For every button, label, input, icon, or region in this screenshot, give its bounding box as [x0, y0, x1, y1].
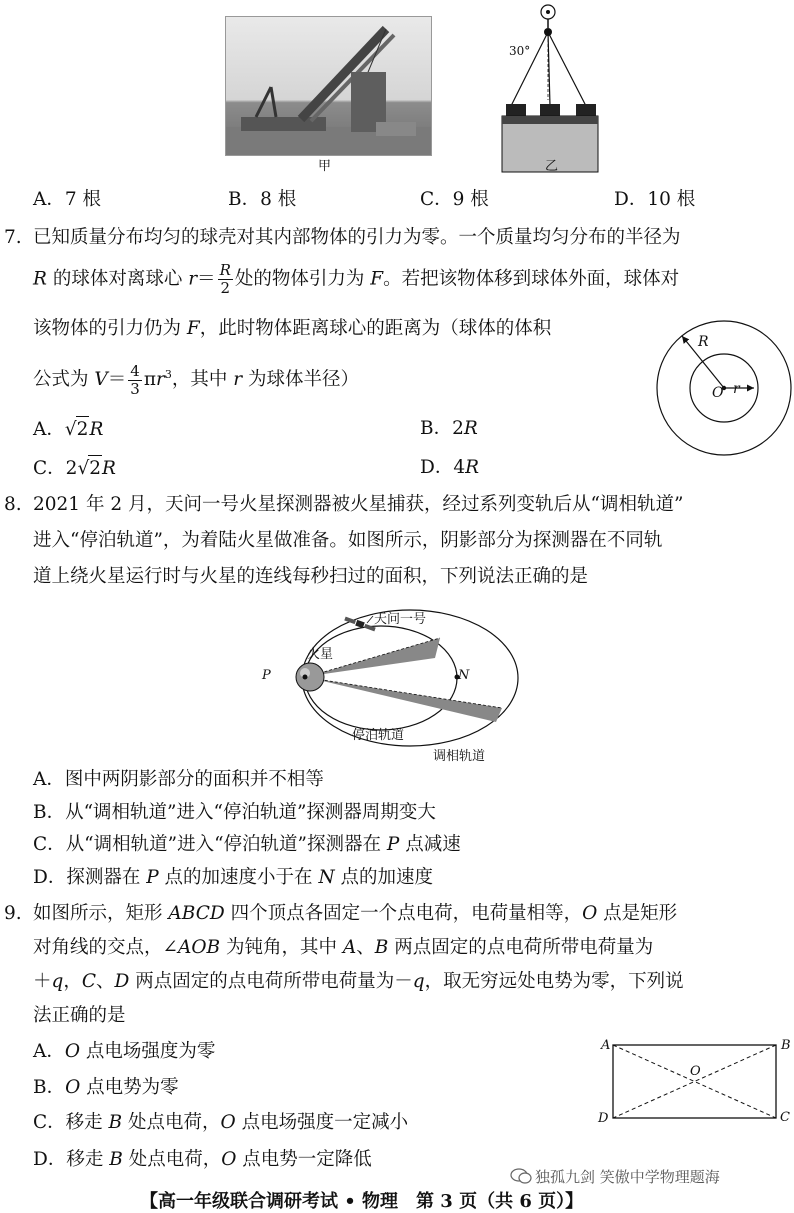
wechat-icon — [510, 1167, 532, 1185]
q9-line-4: 法正确的是 — [33, 1005, 126, 1026]
q9-option-c: C．移走 B 处点电荷，O 点电场强度一定减小 — [33, 1112, 409, 1133]
point-P-label: P — [262, 668, 271, 683]
point-N-label: N — [458, 668, 470, 683]
angle-label: 30° — [509, 44, 531, 58]
vertex-D-label: D — [598, 1111, 609, 1126]
q9-line-2: 对角线的交点，∠AOB 为钝角，其中 A、B 两点固定的点电荷所带电荷量为 — [33, 937, 654, 958]
vertex-A-label: A — [601, 1038, 611, 1053]
sqrt-icon: √ — [64, 419, 77, 440]
q9-line-3: ＋q，C、D 两点固定的点电荷所带电荷量为－q，取无穷远处电势为零，下列说 — [33, 971, 684, 992]
q6-option-b: B．8 根 — [228, 189, 297, 210]
q7-volume-fraction: $\frac{4}{3}$ — [130, 361, 140, 398]
vertex-C-label: C — [780, 1110, 790, 1125]
q8-option-c: C．从“调相轨道”进入“停泊轨道”探测器在 P 点减速 — [33, 834, 461, 855]
center-O-label: O — [690, 1064, 701, 1079]
q7-option-d: D．4R — [420, 457, 480, 478]
sphere-label-r: r — [733, 381, 740, 397]
crane-illustration — [226, 17, 431, 155]
q8-line-3: 道上绕火星运行时与火星的连线每秒扫过的面积，下列说法正确的是 — [33, 566, 589, 587]
q7-option-c: C．2√2R — [33, 455, 116, 482]
q8-option-d: D．探测器在 P 点的加速度小于在 N 点的加速度 — [33, 867, 434, 888]
page-footer: 【高一年级联合调研考试 • 物理 第 3 页（共 6 页）】 — [140, 1191, 584, 1212]
parking-orbit-label: 停泊轨道 — [352, 728, 405, 743]
figure-yi-caption: 乙 — [545, 159, 559, 174]
sphere-label-R: R — [698, 334, 709, 350]
sqrt-icon: √ — [77, 458, 90, 479]
q8-line-1: 2021 年 2 月，天问一号火星探测器被火星捕获，经过系列变轨后从“调相轨道” — [33, 494, 684, 515]
sphere-diagram — [654, 318, 794, 458]
mars-label: 火星 — [307, 647, 334, 662]
q9-number: 9. — [4, 903, 22, 924]
q7-line-4: 公式为 V＝ $\frac{4}{3}$ $\pi r^3$，其中 r 为球体半径） — [33, 361, 359, 398]
lifting-diagram — [498, 0, 602, 175]
q8-option-b: B．从“调相轨道”进入“停泊轨道”探测器周期变大 — [33, 802, 436, 823]
vertex-B-label: B — [781, 1038, 791, 1053]
probe-label: 天问一号 — [374, 612, 427, 627]
figure-jia-caption: 甲 — [318, 159, 332, 174]
q6-option-d: D．10 根 — [614, 189, 696, 210]
rectangle-diagram — [612, 1044, 778, 1120]
q7-option-b: B．2R — [420, 418, 478, 439]
q6-option-a: A．7 根 — [33, 189, 102, 210]
phasing-orbit-label: 调相轨道 — [433, 749, 486, 764]
q7-line-1: 已知质量分布均匀的球壳对其内部物体的引力为零。一个质量均匀分布的半径为 — [33, 227, 681, 248]
crane-photo — [225, 16, 432, 156]
q8-line-2: 进入“停泊轨道”，为着陆火星做准备。如图所示，阴影部分为探测器在不同轨 — [33, 530, 663, 551]
sphere-label-O: O — [712, 385, 724, 401]
q7-number: 7. — [4, 227, 22, 248]
q7-line-2: R 的球体对离球心 r＝ $\frac{R}{2}$ 处的物体引力为 F。若把该物体移到球体外面，球体对 — [33, 261, 680, 297]
q7-option-a: A．√2R — [33, 416, 103, 443]
q9-option-a: A．O 点电场强度为零 — [33, 1041, 216, 1062]
q7-line-3: 该物体的引力仍为 F，此时物体距离球心的距离为（球体的体积 — [33, 318, 552, 339]
q6-option-c: C．9 根 — [420, 189, 489, 210]
q9-line-1: 如图所示，矩形 ABCD 四个顶点各固定一个点电荷，电荷量相等，O 点是矩形 — [33, 903, 678, 924]
q8-number: 8. — [4, 494, 22, 515]
q9-option-d: D．移走 B 处点电荷，O 点电势一定降低 — [33, 1149, 372, 1170]
q7-fraction: $\frac{R}{2}$ — [219, 261, 231, 297]
watermark-text: 独孤九剑 笑傲中学物理题海 — [535, 1168, 720, 1186]
q8-option-a: A．图中两阴影部分的面积并不相等 — [33, 769, 324, 790]
q9-option-b: B．O 点电势为零 — [33, 1077, 179, 1098]
